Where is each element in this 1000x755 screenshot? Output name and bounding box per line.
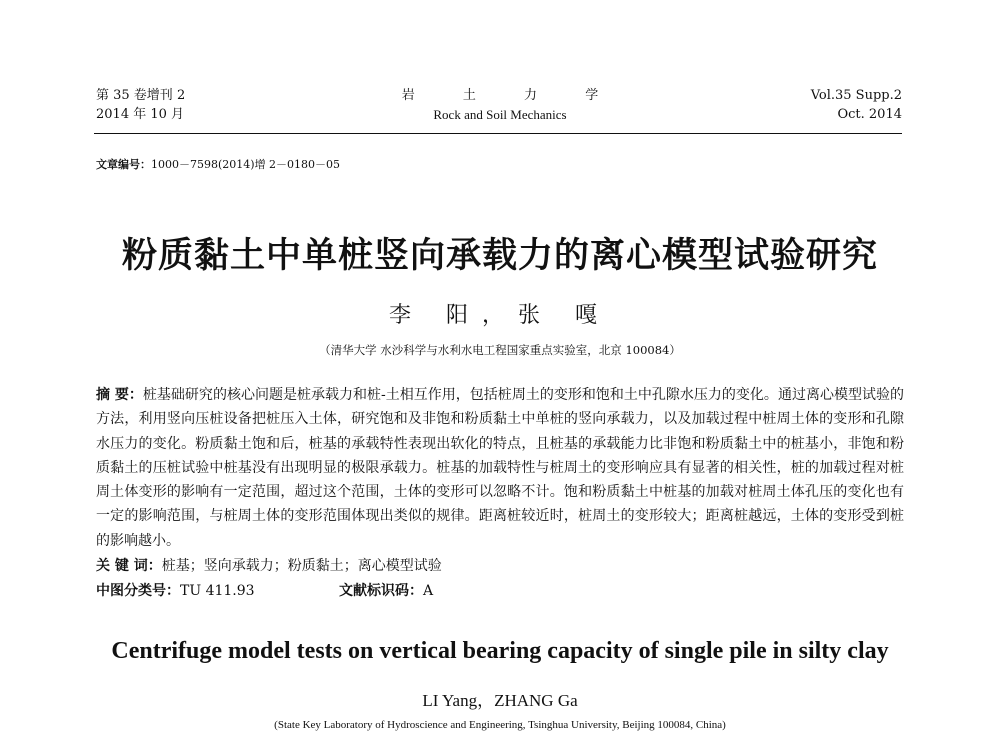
classification-label: 中图分类号： xyxy=(96,583,180,599)
article-number-value: 1000－7598(2014)增 2－0180－05 xyxy=(151,158,341,171)
keywords xyxy=(96,555,442,575)
authors-cn: 李 阳，张 嘎 xyxy=(389,303,611,328)
date-cn: 2014 年 10 月 xyxy=(96,107,185,122)
affiliation-en: (State Key Laboratory of Hydroscience and Engineering, Tsinghua University, Beijing 100084, China) xyxy=(274,719,726,731)
classification xyxy=(96,580,433,600)
abstract xyxy=(96,383,904,553)
authors-en: LI Yang，ZHANG Ga xyxy=(422,691,578,710)
keywords-text: 桩基；竖向承载力；粉质黏土；离心模型试验 xyxy=(161,558,442,574)
article-number xyxy=(96,156,340,172)
affiliation-cn: （清华大学 水沙科学与水利水电工程国家重点实验室，北京 100084） xyxy=(319,343,681,357)
title-en: Centrifuge model tests on vertical bearing capacity of single pile in silty clay xyxy=(111,638,889,664)
date-en: Oct. 2014 xyxy=(837,107,902,122)
document-code-value: A xyxy=(423,583,434,599)
document-code-label: 文献标识码： xyxy=(339,583,424,599)
abstract-label: 摘 要： xyxy=(96,387,143,403)
keywords-label: 关 键 词： xyxy=(96,558,162,574)
header-right xyxy=(811,86,902,124)
classification-value: TU 411.93 xyxy=(180,583,255,599)
article-number-label: 文章编号： xyxy=(96,158,151,171)
journal-name-cn: 岩 土 力 学 xyxy=(401,88,621,103)
header-rule xyxy=(94,133,902,134)
volume-cn: 第 35 卷增刊 2 xyxy=(96,88,186,103)
title-cn: 粉质黏土中单桩竖向承载力的离心模型试验研究 xyxy=(121,236,878,276)
volume-en: Vol.35 Supp.2 xyxy=(810,88,902,103)
journal-name-en: Rock and Soil Mechanics xyxy=(433,107,567,122)
abstract-text: 桩基础研究的核心问题是桩承载力和桩-土相互作用，包括桩周土的变形和饱和土中孔隙水压力的变化。通过离心模型试验的方法，利用竖向压桩设备把桩压入土体，研究饱和及非饱和粉质黏土中单桩的竖向承载力，以及加载过程中桩周土体的变形和孔隙水压力的变化。粉质黏土饱和后，桩基的承载特性表现出软化的特点，且桩基的承载能力比非饱和粉质黏土中的桩基小，非饱和粉质黏土的压桩试验中桩基没有出现明显的极限承载力。桩基的加载特性与桩周土的变形响应具有显著的相关性，桩的加载过程对桩周土体变形的影响有一定范围，超过这个范围，土体的变形可以忽略不计。饱和粉质黏土中桩基的加载对桩周土体孔压的变化也有一定的影响范围，与桩周土体的变形范围体现出类似的规律。距离桩较近时，桩周土的变形较大；距离桩越远，土体的变形受到桩的影响越小。 xyxy=(96,387,904,549)
document-code xyxy=(339,580,433,600)
